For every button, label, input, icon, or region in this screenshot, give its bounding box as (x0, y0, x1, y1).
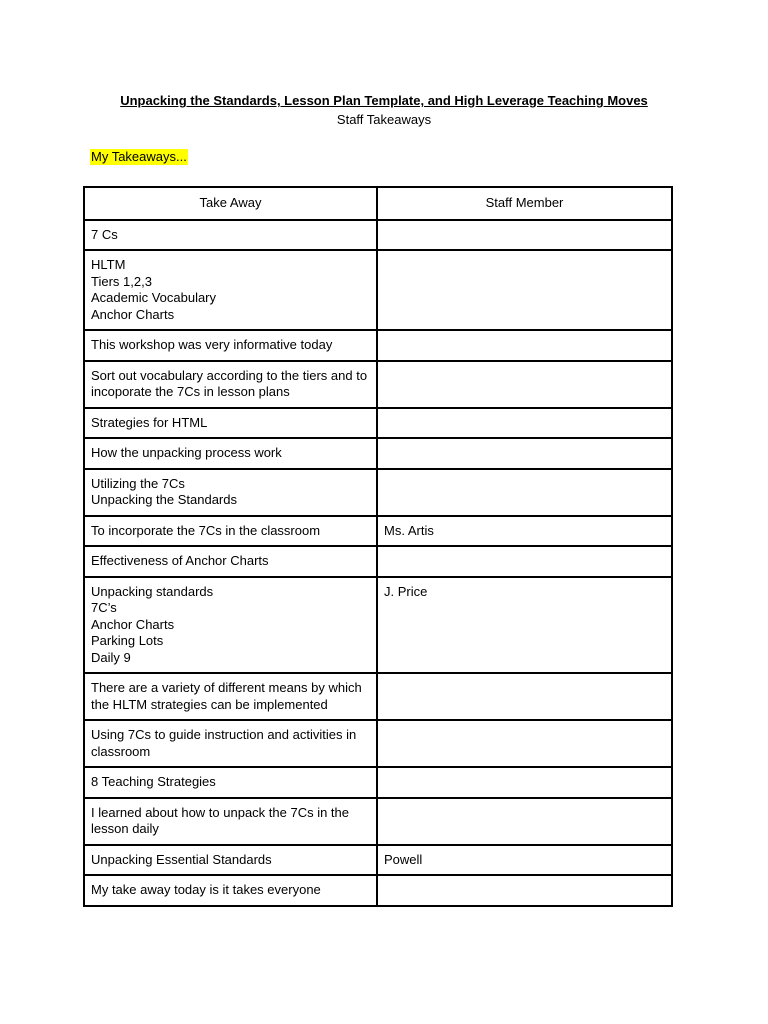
table-row (84, 516, 672, 547)
takeaway-cell (84, 673, 377, 720)
table-row (84, 577, 672, 674)
takeaway-line: My take away today is it takes everyone (91, 882, 321, 897)
table-row (84, 361, 672, 408)
takeaway-line: Utilizing the 7Cs (91, 475, 185, 491)
staff-member-cell (377, 469, 672, 516)
takeaway-cell (84, 469, 377, 516)
table-row (84, 220, 672, 251)
takeaway-cell (84, 250, 377, 330)
takeaway-cell (84, 546, 377, 577)
table-row (84, 330, 672, 361)
table-row (84, 546, 672, 577)
takeaway-line: Effectiveness of Anchor Charts (91, 553, 269, 568)
takeaway-line: I learned about how to unpack the 7Cs in the lesson daily (91, 804, 350, 836)
staff-member-cell (377, 875, 672, 906)
takeaway-line: There are a variety of different means by which the HLTM strategies can be implemented (91, 680, 362, 712)
takeaway-line: Tiers 1,2,3 (91, 273, 152, 289)
header-staff-member: Staff Member (377, 187, 672, 220)
takeaway-cell (84, 361, 377, 408)
takeaway-line: How the unpacking process work (91, 445, 282, 460)
table-row (84, 673, 672, 720)
takeaway-line: Unpacking standards (91, 583, 214, 599)
takeaway-cell (84, 516, 377, 547)
page-title: Unpacking the Standards, Lesson Plan Template, and High Leverage Teaching Moves (120, 93, 648, 108)
table-row (84, 469, 672, 516)
staff-member-cell (377, 546, 672, 577)
staff-member-cell: Ms. Artis (377, 516, 672, 547)
my-takeaways-label: My Takeaways... (91, 149, 187, 164)
takeaway-line: 7 Cs (91, 226, 118, 242)
table-row (84, 438, 672, 469)
table-row (84, 875, 672, 906)
takeaway-cell (84, 330, 377, 361)
takeaway-line: Using 7Cs to guide instruction and activities in classroom (91, 727, 357, 759)
staff-member-cell: J. Price (377, 577, 672, 674)
takeaway-line: To incorporate the 7Cs in the classroom (91, 522, 321, 538)
staff-member-cell: Powell (377, 845, 672, 876)
takeaway-cell (84, 438, 377, 469)
takeaway-line: This workshop was very informative today (91, 337, 333, 352)
takeaway-line: Academic Vocabulary (91, 290, 217, 305)
takeaway-cell (84, 798, 377, 845)
table-row (84, 767, 672, 798)
takeaway-cell (84, 767, 377, 798)
staff-member-cell (377, 438, 672, 469)
takeaway-line: 8 Teaching Strategies (91, 774, 216, 789)
table-row (84, 845, 672, 876)
table-header-row (84, 187, 672, 220)
staff-member-cell (377, 673, 672, 720)
takeaway-cell (84, 220, 377, 251)
table-body (84, 220, 672, 906)
takeaways-table (83, 186, 673, 907)
table-row (84, 408, 672, 439)
takeaway-cell (84, 577, 377, 674)
takeaway-cell (84, 845, 377, 876)
staff-member-cell (377, 767, 672, 798)
takeaway-line: HLTM (91, 257, 126, 272)
takeaway-line: Parking Lots (91, 633, 164, 648)
takeaway-line: Anchor Charts (91, 306, 175, 322)
table-row (84, 798, 672, 845)
table-row (84, 250, 672, 330)
takeaway-line: Strategies for HTML (91, 414, 208, 430)
takeaway-line: Anchor Charts (91, 616, 175, 632)
takeaway-cell (84, 875, 377, 906)
takeaway-line: 7C’s (91, 600, 117, 615)
staff-member-cell (377, 720, 672, 767)
table-row (84, 720, 672, 767)
staff-member-cell (377, 330, 672, 361)
takeaway-cell (84, 720, 377, 767)
staff-member-cell (377, 361, 672, 408)
staff-member-cell (377, 798, 672, 845)
header-take-away: Take Away (84, 187, 377, 220)
takeaway-line: Unpacking the Standards (91, 492, 237, 507)
staff-member-cell (377, 220, 672, 251)
staff-member-cell (377, 408, 672, 439)
staff-member-cell (377, 250, 672, 330)
takeaway-line: Sort out vocabulary according to the tiers and to incoporate the 7Cs in lesson plans (91, 367, 368, 399)
page-subtitle: Staff Takeaways (336, 112, 432, 127)
takeaway-line: Daily 9 (91, 649, 131, 665)
takeaway-line: Unpacking Essential Standards (91, 851, 272, 867)
takeaway-cell (84, 408, 377, 439)
